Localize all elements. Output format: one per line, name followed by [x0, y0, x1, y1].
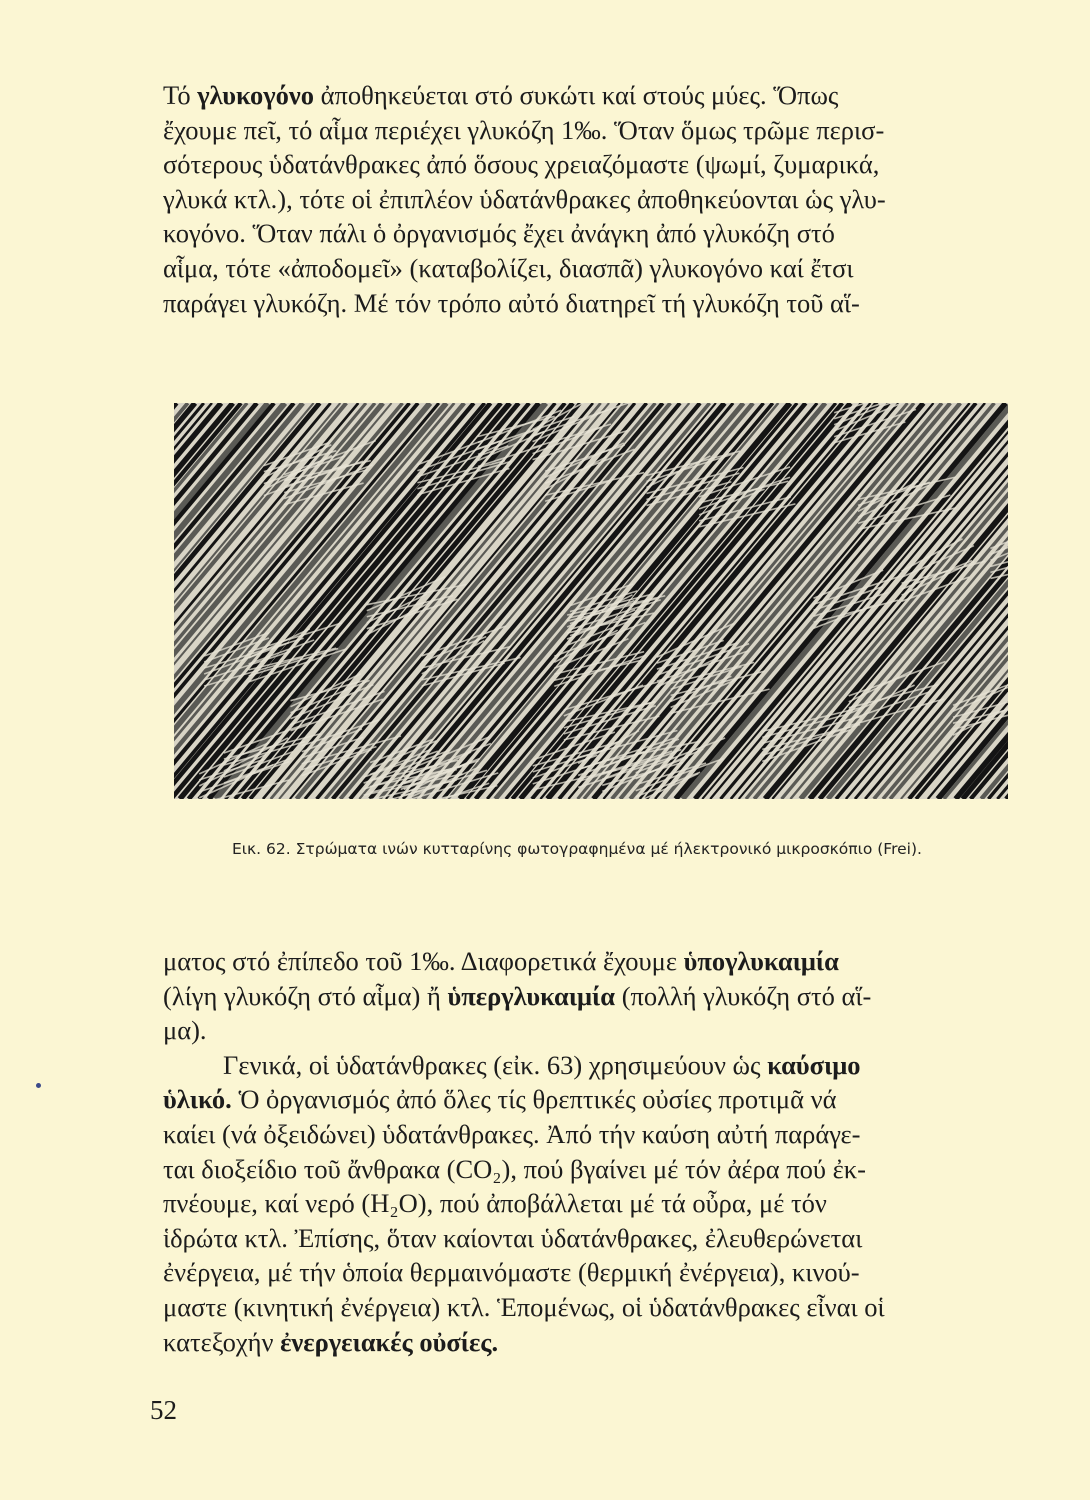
margin-mark: [36, 1083, 41, 1088]
text-line: μα).: [163, 1015, 207, 1046]
text-line: ἱδρώτα κτλ. Ἐπίσης, ὅταν καίονται ὑδατάνθρακες, ἐλευθερώνεται: [163, 1222, 863, 1253]
text-line: (λίγη γλυκόζη στό αἷμα) ἤ ὑπεργλυκαιμία (πολλή γλυκόζη στό αἵ-: [163, 980, 872, 1011]
text-line: αἷμα, τότε «ἀποδομεῖ» (καταβολίζει, διασπᾶ) γλυκογόνο καί ἔτσι: [163, 252, 854, 283]
micrograph-figure: [174, 403, 1008, 799]
term-energy-substances: ἐνεργειακές οὐσίες.: [280, 1326, 499, 1357]
paragraph-glycogen: [163, 78, 1015, 320]
text-line: Τό γλυκογόνο ἀποθηκεύεται στό συκώτι καί στούς μύες. Ὅπως: [163, 80, 839, 110]
term-hypoglycemia: ὑπογλυκαιμία: [683, 946, 839, 976]
cellulose-fiber-micrograph: [174, 403, 1008, 799]
text-line: κογόνο. Ὅταν πάλι ὁ ὀργανισμός ἔχει ἀνάγκη ἀπό γλυκόζη στό: [163, 218, 835, 249]
figure-caption: Εικ. 62. Στρώματα ινών κυτταρίνης φωτογραφημένα μέ ήλεκτρονικό μικροσκόπιο (Frei).: [232, 840, 922, 858]
term-hyperglycemia: ὑπεργλυκαιμία: [447, 980, 616, 1011]
term-fuel: καύσιμο: [767, 1049, 861, 1080]
text-line: κατεξοχήν ἐνεργειακές οὐσίες.: [163, 1326, 499, 1357]
text-line: σότερους ὑδατάνθρακες ἀπό ὅσους χρειαζόμαστε (ψωμί, ζυμαρικά,: [163, 149, 880, 180]
text-line: γλυκά κτλ.), τότε οἱ ἐπιπλέον ὑδατάνθρακες ἀποθηκεύονται ὡς γλυ-: [163, 183, 886, 214]
term-material: ὑλικό.: [163, 1084, 232, 1115]
text-line: παράγει γλυκόζη. Μέ τόν τρόπο αὐτό διατηρεῖ τή γλυκόζη τοῦ αἵ-: [163, 287, 860, 318]
page-number: 52: [150, 1395, 177, 1425]
text-line: ματος στό ἐπίπεδο τοῦ 1‰. Διαφορετικά ἔχουμε ὑπογλυκαιμία: [163, 946, 839, 976]
text-line: μαστε (κινητική ἐνέργεια) κτλ. Ἑπομένως, οἱ ὑδατάνθρακες εἶναι οἱ: [163, 1291, 885, 1322]
paragraph-blood-sugar: [163, 944, 1015, 1359]
text-line: ἔχουμε πεῖ, τό αἷμα περιέχει γλυκόζη 1‰. Ὅταν ὅμως τρῶμε περισ-: [163, 114, 885, 145]
text-line: ὑλικό. Ὁ ὀργανισμός ἀπό ὅλες τίς θρεπτικές οὐσίες προτιμᾶ νά: [163, 1084, 837, 1115]
text-line: πνέουμε, καί νερό (H₂O), πού ἀποβάλλεται μέ τά οὖρα, μέ τόν: [163, 1188, 827, 1219]
text-line: Γενικά, οἱ ὑδατάνθρακες (εἰκ. 63) χρησιμεύουν ὡς καύσιμο: [223, 1049, 861, 1080]
text-line: ἐνέργεια, μέ τήν ὁποία θερμαινόμαστε (θερμική ἐνέργεια), κινού-: [163, 1257, 860, 1288]
text-line: ται διοξείδιο τοῦ ἄνθρακα (CO₂), πού βγαίνει μέ τόν ἀέρα πού ἐκ-: [163, 1153, 866, 1184]
text-line: καίει (νά ὀξειδώνει) ὑδατάνθρακες. Ἀπό τήν καύση αὐτή παράγε-: [163, 1118, 861, 1149]
